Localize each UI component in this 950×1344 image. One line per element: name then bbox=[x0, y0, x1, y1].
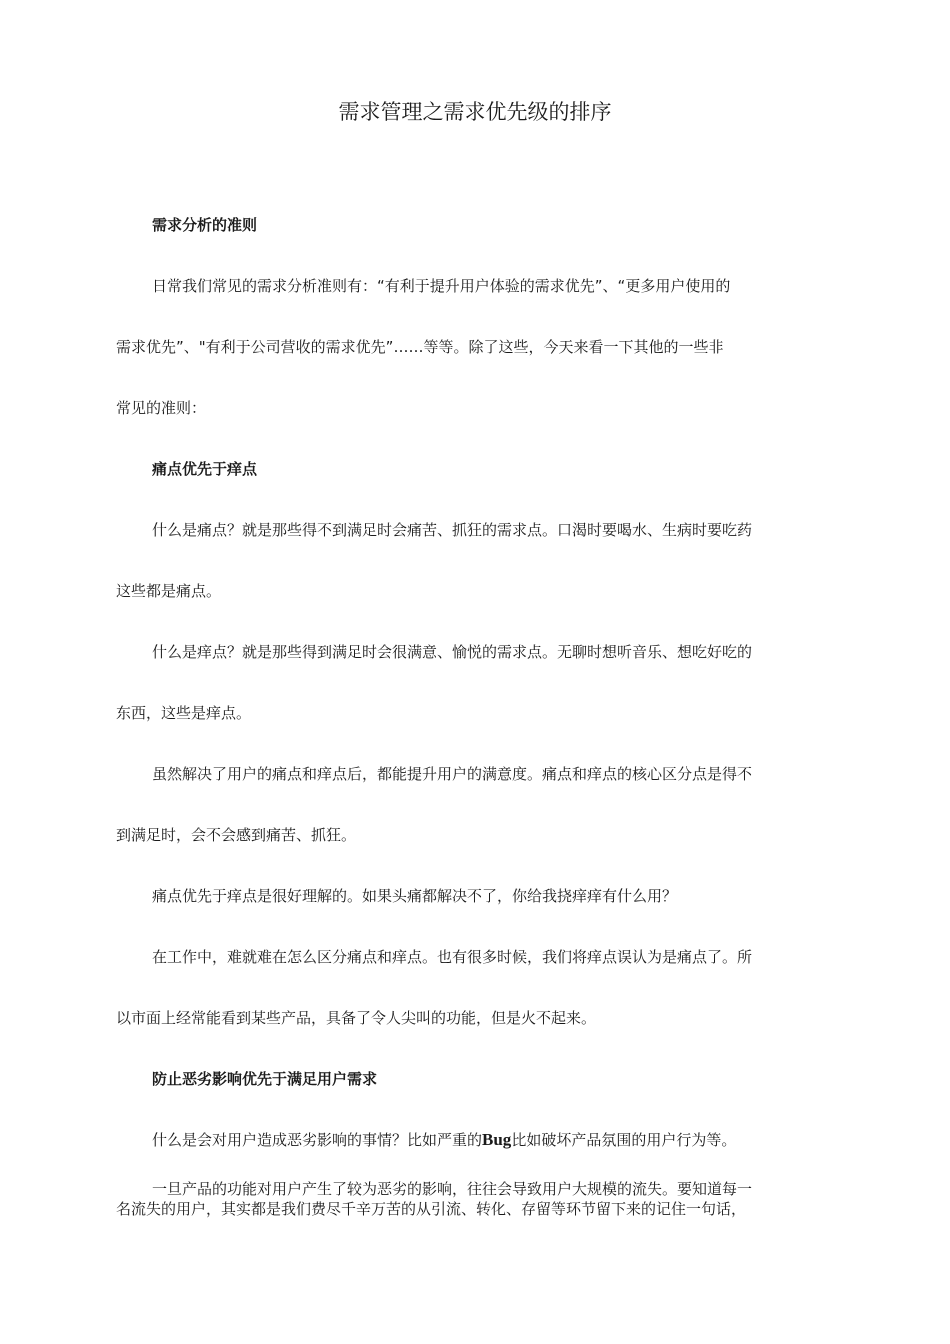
paragraph-line: 以市面上经常能看到某些产品，具备了令人尖叫的功能，但是火不起来。 bbox=[116, 1009, 597, 1027]
paragraph-line: 虽然解决了用户的痛点和痒点后，都能提升用户的满意度。痛点和痒点的核心区分点是得不 bbox=[152, 765, 753, 783]
text-segment: 什么是会对用户造成恶劣影响的事情？比如严重的 bbox=[152, 1131, 483, 1149]
paragraph-line: 东西，这些是痒点。 bbox=[116, 704, 252, 722]
paragraph-line: 在工作中，难就难在怎么区分痛点和痒点。也有很多时候，我们将痒点误认为是痛点了。所 bbox=[152, 948, 753, 966]
paragraph-line: 名流失的用户，其实都是我们费尽千辛万苦的从引流、转化、存留等环节留下来的记住一句话， bbox=[116, 1200, 747, 1218]
paragraph-line: 日常我们常见的需求分析准则有：“有利于提升用户体验的需求优先”、“更多用户使用的 bbox=[152, 277, 731, 295]
paragraph-line bbox=[152, 1129, 872, 1151]
section-heading: 痛点优先于痒点 bbox=[152, 460, 258, 478]
paragraph-line: 需求优先”、"有利于公司营收的需求优先”……等等。除了这些，今天来看一下其他的一些非 bbox=[116, 338, 724, 356]
document-title: 需求管理之需求优先级的排序 bbox=[338, 100, 612, 124]
paragraph-line: 痛点优先于痒点是很好理解的。如果头痛都解决不了，你给我挠痒痒有什么用？ bbox=[152, 887, 678, 905]
paragraph-line: 这些都是痛点。 bbox=[116, 582, 222, 600]
bug-term: Bug bbox=[482, 1130, 512, 1149]
paragraph-line: 到满足时，会不会感到痛苦、抓狂。 bbox=[116, 826, 357, 844]
section-heading: 防止恶劣影响优先于满足用户需求 bbox=[152, 1070, 378, 1088]
paragraph-line: 什么是痛点？就是那些得不到满足时会痛苦、抓狂的需求点。口渴时要喝水、生病时要吃药 bbox=[152, 521, 753, 539]
paragraph-line: 什么是痒点？就是那些得到满足时会很满意、愉悦的需求点。无聊时想听音乐、想吃好吃的 bbox=[152, 643, 753, 661]
text-segment: 比如破坏产品氛围的用户行为等。 bbox=[511, 1131, 737, 1149]
paragraph-line: 一旦产品的功能对用户产生了较为恶劣的影响，往往会导致用户大规模的流失。要知道每一 bbox=[152, 1180, 753, 1198]
section-heading: 需求分析的准则 bbox=[152, 216, 258, 234]
paragraph-line: 常见的准则： bbox=[116, 399, 207, 417]
